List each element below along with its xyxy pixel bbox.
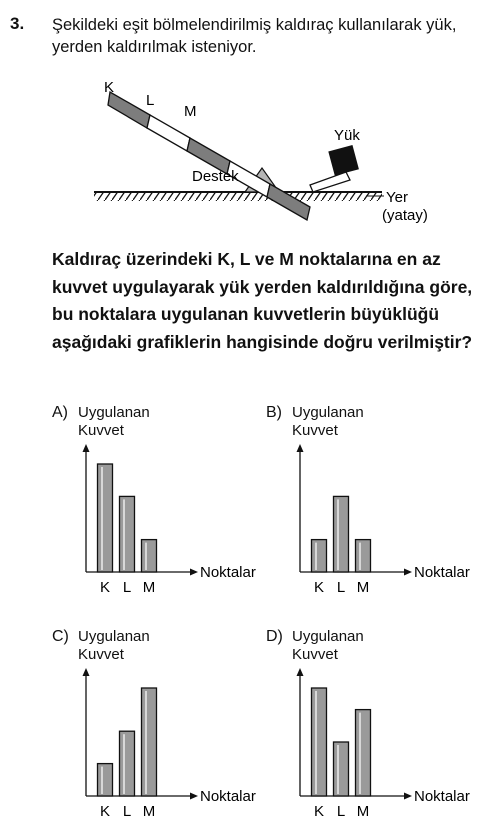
tick-m: M	[142, 803, 156, 820]
x-axis-label: Noktalar	[414, 788, 470, 805]
option-d[interactable]	[266, 628, 499, 828]
lever-figure	[0, 0, 499, 240]
question-prompt: Kaldıraç üzerindeki K, L ve M noktalarına en az kuvvet uygulayarak yük yerden kaldırıldığına göre, bu noktalara uygulanan kuvvetlerin büyüklüğü aşağıdaki grafiklerin hangisinde doğru verilmiştir?	[52, 249, 473, 352]
point-l-label: L	[146, 92, 155, 109]
tick-l: L	[336, 803, 346, 820]
option-c[interactable]	[52, 628, 292, 828]
tick-l: L	[122, 803, 132, 820]
bar-k	[98, 464, 113, 572]
load-block	[328, 145, 359, 176]
option-b[interactable]	[266, 404, 499, 604]
ylabel-line: Kuvvet	[292, 646, 338, 663]
ylabel-line: Kuvvet	[78, 646, 124, 663]
ground-label: Yer	[386, 189, 408, 206]
tick-k: K	[313, 579, 325, 596]
ylabel-line: Uygulanan	[292, 628, 364, 645]
tick-m: M	[356, 803, 370, 820]
lever-segment	[267, 184, 310, 220]
option-d-ylabel	[292, 628, 364, 664]
option-d-letter: D)	[266, 628, 283, 645]
ground-note: (yatay)	[382, 207, 428, 224]
lever-segment	[147, 115, 190, 151]
option-b-ylabel	[292, 404, 364, 440]
x-axis-label: Noktalar	[200, 564, 256, 581]
x-axis-arrow	[190, 793, 198, 800]
bar-l	[120, 496, 135, 572]
ylabel-line: Kuvvet	[78, 422, 124, 439]
tick-m: M	[356, 579, 370, 596]
support-label: Destek	[192, 168, 239, 185]
x-axis-arrow	[404, 569, 412, 576]
x-axis-arrow	[404, 793, 412, 800]
tick-l: L	[122, 579, 132, 596]
x-axis-arrow	[190, 569, 198, 576]
tick-k: K	[99, 803, 111, 820]
tick-l: L	[336, 579, 346, 596]
option-a[interactable]	[52, 404, 292, 604]
bar-k	[312, 540, 327, 572]
bar-l	[334, 742, 349, 796]
question-number: 3.	[10, 14, 25, 33]
question-stem: Şekildeki eşit bölmelendirilmiş kaldıraç kullanılarak yük, yerden kaldırılmak isteniyor.	[52, 16, 457, 56]
tick-k: K	[99, 579, 111, 596]
y-axis-arrow	[83, 668, 90, 676]
ylabel-line: Kuvvet	[292, 422, 338, 439]
bar-m	[356, 540, 371, 572]
bar-k	[98, 764, 113, 796]
bar-m	[142, 688, 157, 796]
y-axis-arrow	[297, 444, 304, 452]
option-b-letter: B)	[266, 404, 282, 421]
bar-l	[120, 731, 135, 796]
lever-segment	[108, 92, 150, 128]
point-k-label: K	[104, 79, 115, 96]
bar-m	[142, 540, 157, 572]
option-a-letter: A)	[52, 404, 68, 421]
tick-k: K	[313, 803, 325, 820]
y-axis-arrow	[83, 444, 90, 452]
option-c-letter: C)	[52, 628, 69, 645]
bar-k	[312, 688, 327, 796]
point-m-label: M	[184, 103, 197, 120]
ylabel-line: Uygulanan	[78, 404, 150, 421]
ground-hatch	[94, 192, 382, 201]
bar-m	[356, 710, 371, 796]
option-c-ylabel	[78, 628, 150, 664]
option-a-ylabel	[78, 404, 150, 440]
bar-l	[334, 496, 349, 572]
x-axis-label: Noktalar	[414, 564, 470, 581]
y-axis-arrow	[297, 668, 304, 676]
tick-m: M	[142, 579, 156, 596]
load-label: Yük	[334, 127, 360, 144]
ylabel-line: Uygulanan	[292, 404, 364, 421]
ylabel-line: Uygulanan	[78, 628, 150, 645]
x-axis-label: Noktalar	[200, 788, 256, 805]
lever-end	[310, 172, 350, 192]
